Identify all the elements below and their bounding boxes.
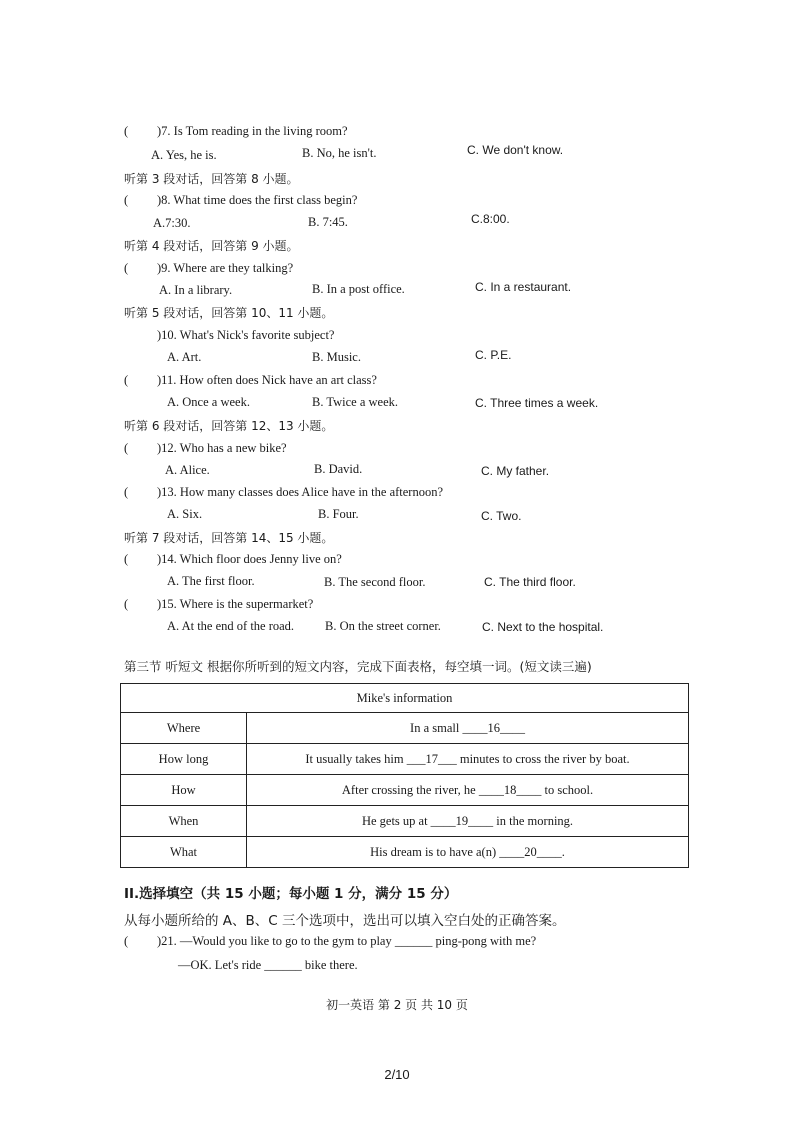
- row-label: How long: [121, 744, 247, 775]
- section2-heading: II.选择填空（共 15 小题；每小题 1 分，满分 15 分）: [124, 886, 458, 902]
- page-number: 2/10: [384, 1067, 410, 1082]
- option-a: A. Once a week.: [167, 395, 250, 409]
- option-b: B. 7:45.: [308, 215, 348, 229]
- table-row: [121, 713, 689, 744]
- row-text: He gets up at ____19____ in the morning.: [247, 806, 689, 837]
- section2-instruction: 从每小题所给的 A、B、C 三个选项中，选出可以填入空白处的正确答案。: [124, 913, 566, 929]
- question-7: )7. Is Tom reading in the living room?: [157, 124, 348, 138]
- row-label: Where: [121, 713, 247, 744]
- option-a: A. In a library.: [159, 283, 233, 297]
- option-c: C. Three times a week.: [475, 396, 599, 410]
- page-info: 初一英语 第 2 页 共 10 页: [326, 998, 468, 1012]
- answer-paren: (: [124, 261, 129, 275]
- section-instruction: 听第 4 段对话，回答第 9 小题。: [124, 239, 299, 253]
- mike-info-table: [120, 683, 689, 868]
- option-a: A. At the end of the road.: [167, 619, 295, 633]
- table-row: [121, 806, 689, 837]
- row-label: When: [121, 806, 247, 837]
- option-b: B. David.: [314, 462, 363, 476]
- question-21: )21. —Would you like to go to the gym to play ______ ping-pong with me?: [157, 934, 537, 948]
- question-11: )11. How often does Nick have an art class?: [157, 373, 377, 387]
- option-a: A. Art.: [167, 350, 202, 364]
- option-b: B. The second floor.: [324, 575, 426, 589]
- table-title: Mike's information: [121, 684, 689, 713]
- row-text: It usually takes him ___17___ minutes to cross the river by boat.: [247, 744, 689, 775]
- part3-heading: 第三节 听短文 根据你所听到的短文内容，完成下面表格，每空填一词。(短文读三遍): [124, 659, 592, 674]
- question-15: )15. Where is the supermarket?: [157, 597, 314, 611]
- question-21-response: —OK. Let's ride ______ bike there.: [178, 958, 358, 972]
- option-b: B. No, he isn't.: [302, 146, 377, 160]
- section-instruction: 听第 6 段对话，回答第 12、13 小题。: [124, 419, 334, 433]
- row-label: What: [121, 837, 247, 868]
- option-b: B. Twice a week.: [312, 395, 399, 409]
- table-row: [121, 775, 689, 806]
- answer-paren: (: [124, 552, 129, 566]
- row-label: How: [121, 775, 247, 806]
- row-text: In a small ____16____: [247, 713, 689, 744]
- option-a: A.7:30.: [153, 216, 191, 230]
- table-row: [121, 837, 689, 868]
- question-10: )10. What's Nick's favorite subject?: [157, 328, 335, 342]
- answer-paren: (: [124, 485, 129, 499]
- option-c: C. My father.: [481, 464, 550, 478]
- option-b: B. Four.: [318, 507, 359, 521]
- option-a: A. The first floor.: [167, 574, 255, 588]
- option-c: C. In a restaurant.: [475, 280, 572, 294]
- option-c: C. P.E.: [475, 348, 512, 362]
- question-8: )8. What time does the first class begin?: [157, 193, 358, 207]
- answer-paren: (: [124, 441, 129, 455]
- section-instruction: 听第 5 段对话，回答第 10、11 小题。: [124, 306, 334, 320]
- question-14: )14. Which floor does Jenny live on?: [157, 552, 342, 566]
- section-instruction: 听第 3 段对话，回答第 8 小题。: [124, 172, 299, 186]
- section-instruction: 听第 7 段对话，回答第 14、15 小题。: [124, 531, 334, 545]
- answer-paren: (: [124, 597, 129, 611]
- option-b: B. Music.: [312, 350, 361, 364]
- option-a: A. Six.: [167, 507, 203, 521]
- option-c: C. Two.: [481, 509, 522, 523]
- answer-paren: (: [124, 934, 129, 948]
- option-c: C. We don't know.: [467, 143, 564, 157]
- row-text: After crossing the river, he ____18____ to school.: [247, 775, 689, 806]
- option-c: C. Next to the hospital.: [482, 620, 604, 634]
- option-c: C. The third floor.: [484, 575, 576, 589]
- option-b: B. On the street corner.: [325, 619, 441, 633]
- row-text: His dream is to have a(n) ____20____.: [247, 837, 689, 868]
- question-12: )12. Who has a new bike?: [157, 441, 287, 455]
- answer-paren: (: [124, 193, 129, 207]
- question-13: )13. How many classes does Alice have in the afternoon?: [157, 485, 444, 499]
- table-row: [121, 744, 689, 775]
- option-b: B. In a post office.: [312, 282, 405, 296]
- question-9: )9. Where are they talking?: [157, 261, 294, 275]
- answer-paren: (: [124, 373, 129, 387]
- option-c: C.8:00.: [471, 212, 510, 226]
- option-a: A. Yes, he is.: [151, 148, 217, 162]
- option-a: A. Alice.: [165, 463, 210, 477]
- answer-paren: (: [124, 124, 129, 138]
